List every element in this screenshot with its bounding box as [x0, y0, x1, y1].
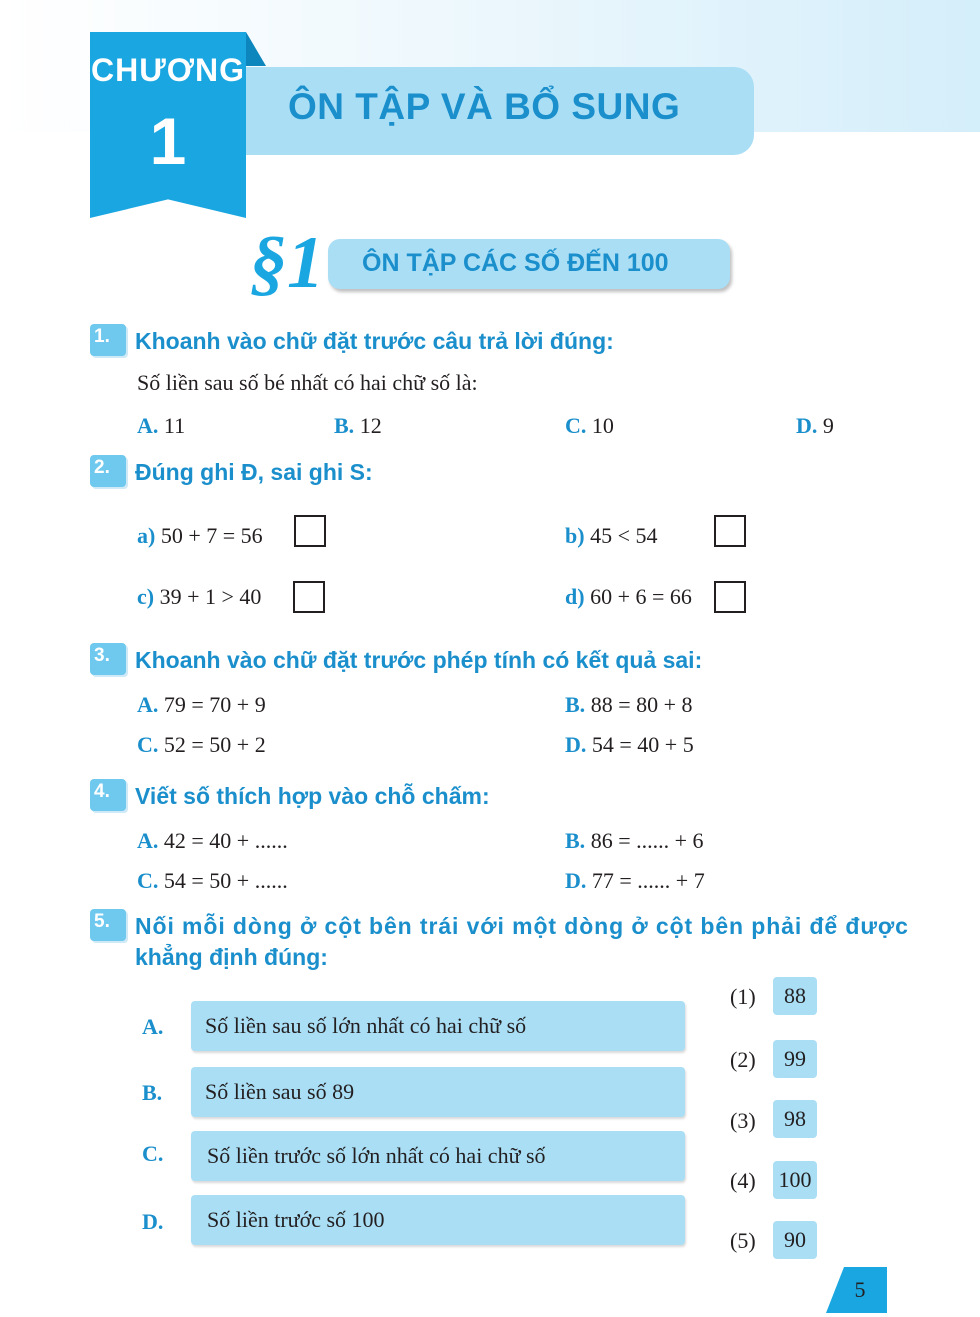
question-text: Số liền sau số bé nhất có hai chữ số là: — [137, 370, 478, 395]
statement-d — [565, 584, 692, 610]
option-value: 9 — [822, 413, 834, 438]
match-left-text: Số liền trước số lớn nhất có hai chữ số — [207, 1143, 546, 1168]
statement-b — [565, 523, 657, 549]
statement-expr: 50 + 7 = 56 — [160, 523, 263, 548]
match-left-text: Số liền sau số lớn nhất có hai chữ số — [205, 1013, 527, 1038]
match-right-label: (3) — [730, 1108, 756, 1133]
option-label: A. — [137, 692, 159, 717]
chapter-title: ÔN TẬP VÀ BỔ SUNG — [288, 86, 681, 127]
option-expr: 54 = 50 + ...... — [163, 868, 288, 893]
option-value: 12 — [359, 413, 382, 438]
statement-expr: 45 < 54 — [590, 523, 658, 548]
match-left-text: Số liền trước số 100 — [207, 1207, 385, 1232]
match-right-label: (2) — [730, 1047, 756, 1072]
match-left-text: Số liền sau số 89 — [205, 1079, 355, 1104]
section-title: ÔN TẬP CÁC SỐ ĐẾN 100 — [362, 249, 669, 277]
match-left-label: A. — [142, 1014, 164, 1039]
question-instruction-cont: khẳng định đúng: — [135, 944, 328, 970]
option-expr: 88 = 80 + 8 — [590, 692, 693, 717]
option-d[interactable] — [565, 868, 705, 894]
option-label: B. — [334, 413, 355, 438]
question-number: 4. — [90, 779, 126, 811]
option-d[interactable] — [565, 732, 694, 758]
option-label: A. — [137, 828, 159, 853]
match-right-value[interactable]: 90 — [773, 1221, 817, 1259]
option-label: C. — [137, 732, 159, 757]
statement-label: b) — [565, 523, 585, 548]
question-instruction: Nối mỗi dòng ở cột bên trái với một dòng ở cột bên phải để được — [135, 913, 909, 939]
statement-expr: 60 + 6 = 66 — [590, 584, 692, 609]
match-left-label: C. — [142, 1141, 164, 1166]
question-instruction: Viết số thích hợp vào chỗ chấm: — [135, 783, 490, 809]
option-a[interactable] — [137, 692, 266, 718]
option-a[interactable] — [137, 413, 185, 439]
option-b[interactable] — [334, 413, 382, 439]
option-label: D. — [565, 732, 587, 757]
question-number: 2. — [90, 455, 126, 487]
page-number: 5 — [854, 1277, 866, 1302]
option-expr: 77 = ...... + 7 — [591, 868, 705, 893]
question-instruction: Đúng ghi Đ, sai ghi S: — [135, 459, 373, 485]
option-expr: 86 = ...... + 6 — [590, 828, 704, 853]
option-expr: 79 = 70 + 9 — [163, 692, 266, 717]
option-value: 11 — [163, 413, 186, 438]
option-expr: 42 = 40 + ...... — [163, 828, 288, 853]
option-d[interactable] — [796, 413, 834, 439]
option-label: D. — [565, 868, 587, 893]
section-mark: §1 — [250, 222, 324, 304]
option-label: C. — [137, 868, 159, 893]
question-number: 3. — [90, 643, 126, 675]
statement-a — [137, 523, 263, 549]
question-instruction: Khoanh vào chữ đặt trước câu trả lời đúng: — [135, 328, 614, 354]
question-number: 1. — [90, 324, 126, 356]
chapter-label: CHƯƠNG — [90, 52, 246, 88]
answer-box[interactable] — [714, 515, 746, 547]
chapter-number: 1 — [149, 104, 187, 178]
option-c[interactable] — [137, 732, 266, 758]
match-right-value[interactable]: 98 — [773, 1100, 817, 1138]
answer-box[interactable] — [294, 515, 326, 547]
match-right-value[interactable]: 100 — [773, 1161, 817, 1199]
match-right-label: (4) — [730, 1168, 756, 1193]
match-right-value[interactable]: 88 — [773, 977, 817, 1015]
option-b[interactable] — [565, 828, 704, 854]
match-left-label: D. — [142, 1209, 164, 1234]
option-c[interactable] — [137, 868, 288, 894]
statement-c — [137, 584, 261, 610]
option-a[interactable] — [137, 828, 288, 854]
question-instruction: Khoanh vào chữ đặt trước phép tính có kết quả sai: — [135, 647, 703, 673]
match-right-value[interactable]: 99 — [773, 1040, 817, 1078]
statement-label: d) — [565, 584, 585, 609]
option-label: B. — [565, 692, 586, 717]
option-b[interactable] — [565, 692, 693, 718]
statement-label: a) — [137, 523, 156, 548]
answer-box[interactable] — [714, 581, 746, 613]
option-label: B. — [565, 828, 586, 853]
option-expr: 52 = 50 + 2 — [163, 732, 266, 757]
option-expr: 54 = 40 + 5 — [591, 732, 694, 757]
statement-label: c) — [137, 584, 155, 609]
match-right-label: (1) — [730, 984, 756, 1009]
option-c[interactable] — [565, 413, 614, 439]
answer-box[interactable] — [293, 581, 325, 613]
option-label: A. — [137, 413, 159, 438]
statement-expr: 39 + 1 > 40 — [159, 584, 262, 609]
option-label: D. — [796, 413, 818, 438]
option-label: C. — [565, 413, 587, 438]
match-left-label: B. — [142, 1080, 163, 1105]
match-right-label: (5) — [730, 1228, 756, 1253]
option-value: 10 — [591, 413, 614, 438]
question-number: 5. — [90, 909, 126, 941]
